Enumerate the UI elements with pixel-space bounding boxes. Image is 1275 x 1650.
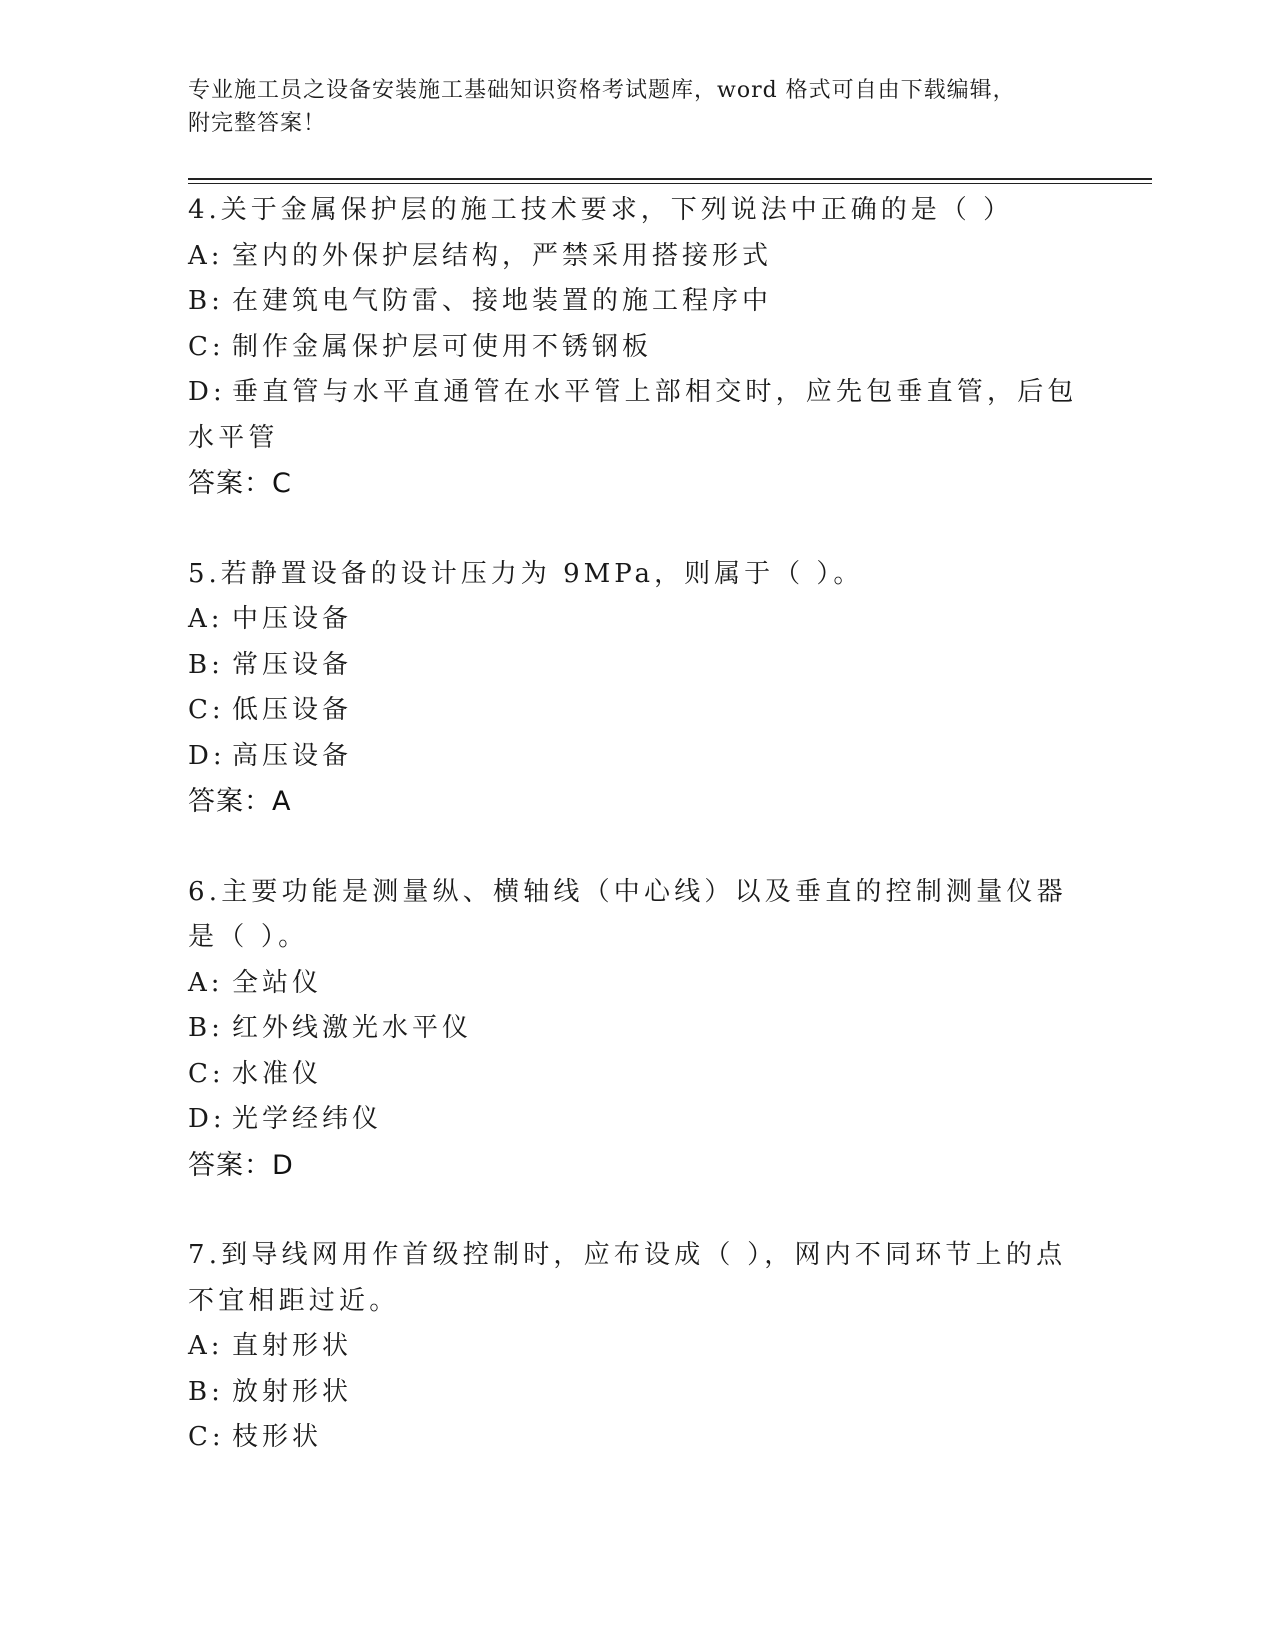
option-a	[188, 597, 1088, 643]
question-7	[188, 1233, 1088, 1461]
header-line-1: 专业施工员之设备安装施工基础知识资格考试题库，word 格式可自由下载编辑，	[188, 78, 1016, 103]
option-text: 高压设备	[232, 740, 353, 771]
answer-text: 答案：A	[188, 786, 292, 817]
option-label: B:	[188, 1376, 224, 1407]
option-text: 水准仪	[232, 1058, 323, 1089]
option-label: D:	[188, 740, 226, 771]
option-label: C:	[188, 1058, 225, 1089]
question-stem: 6.主要功能是测量纵、横轴线（中心线）以及垂直的控制测量仪器是（ ）。	[188, 876, 1067, 952]
option-text: 制作金属保护层可使用不锈钢板	[232, 331, 653, 362]
option-b	[188, 1370, 1088, 1416]
question-6	[188, 870, 1088, 1189]
option-label: B:	[188, 1013, 224, 1043]
option-c	[188, 325, 1088, 371]
option-label: A:	[188, 604, 224, 634]
header-divider-thick	[188, 178, 1152, 180]
option-d	[188, 734, 1088, 780]
option-text: 在建筑电气防雷、接地装置的施工程序中	[232, 286, 773, 316]
answer-text: 答案：D	[188, 1149, 294, 1181]
option-label: D:	[188, 377, 227, 407]
option-text: 低压设备	[232, 695, 353, 725]
question-list	[188, 188, 1088, 1506]
header-line-2: 附完整答案！	[188, 111, 327, 136]
option-c	[188, 1415, 1088, 1461]
option-c	[188, 1052, 1088, 1098]
question-5	[188, 552, 1088, 825]
answer-text: 答案：C	[188, 468, 292, 499]
option-text: 全站仪	[232, 967, 323, 998]
option-label: B:	[188, 649, 224, 680]
option-d	[188, 1097, 1088, 1143]
option-label: C:	[188, 331, 225, 362]
option-text: 常压设备	[232, 649, 353, 680]
option-label: D:	[188, 1104, 226, 1134]
option-label: C:	[188, 695, 225, 725]
option-text: 中压设备	[232, 604, 353, 634]
option-a	[188, 1324, 1088, 1370]
option-text: 光学经纬仪	[232, 1104, 383, 1134]
option-label: A:	[188, 240, 224, 271]
option-text: 红外线激光水平仪	[232, 1013, 473, 1043]
option-c	[188, 688, 1088, 734]
option-label: A:	[188, 1331, 224, 1361]
question-4	[188, 188, 1088, 507]
option-label: B:	[188, 286, 224, 316]
header-divider-thin	[188, 183, 1152, 184]
option-a	[188, 234, 1088, 280]
option-text: 垂直管与水平直通管在水平管上部相交时，应先包垂直管，后包水平管	[188, 377, 1078, 453]
option-text: 室内的外保护层结构，严禁采用搭接形式	[232, 240, 773, 271]
question-stem: 5.若静置设备的设计压力为 9MPa，则属于（ ）。	[188, 558, 864, 589]
option-a	[188, 961, 1088, 1007]
option-text: 直射形状	[232, 1331, 353, 1361]
option-text: 枝形状	[232, 1422, 323, 1452]
option-b	[188, 643, 1088, 689]
option-b	[188, 279, 1088, 325]
question-stem: 7.到导线网用作首级控制时，应布设成（ ），网内不同环节上的点不宜相距过近。	[188, 1240, 1067, 1316]
document-header	[188, 74, 1068, 140]
option-b	[188, 1006, 1088, 1052]
option-d	[188, 370, 1078, 461]
question-stem: 4.关于金属保护层的施工技术要求，下列说法中正确的是（ ）	[188, 195, 1014, 225]
option-text: 放射形状	[232, 1376, 353, 1407]
option-label: C:	[188, 1422, 225, 1452]
option-label: A:	[188, 967, 224, 998]
